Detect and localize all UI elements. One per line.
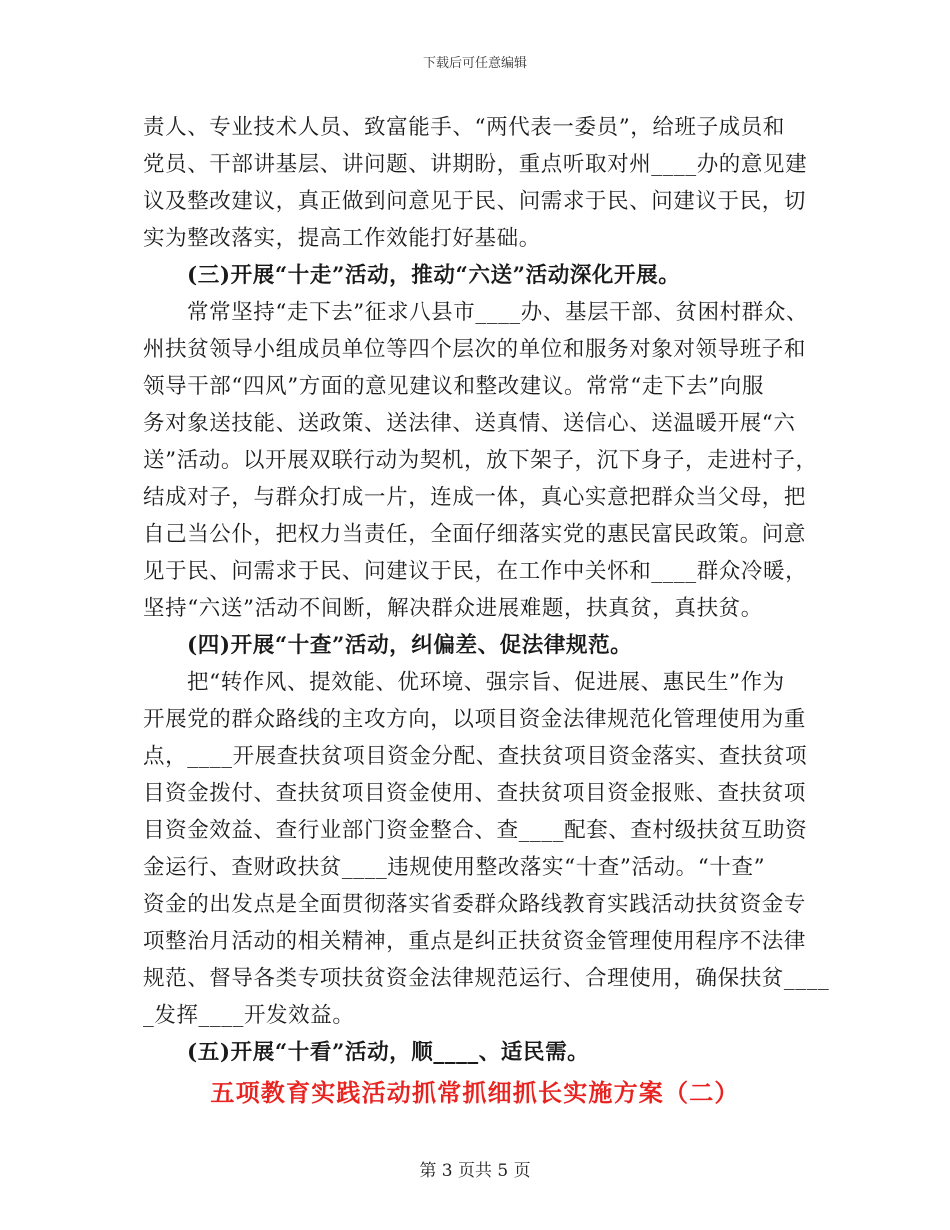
body-line: 自己当公仆，把权力当责任，全面仔细落实党的惠民富民政策。问意 [143, 522, 807, 547]
paragraph-start: 常常坚持“走下去”征求八县市____办、基层干部、贫困村群众、 [187, 300, 809, 325]
body-line: 责人、专业技术人员、致富能手、“两代表一委员”，给班子成员和 [143, 115, 785, 140]
body-line: 实为整改落实，提高工作效能打好基础。 [143, 226, 541, 251]
document-title: 五项教育实践活动抓常抓细抓长实施方案（二） [210, 1078, 740, 1107]
body-line: 结成对子，与群众打成一片，连成一体，真心实意把群众当父母，把 [143, 485, 807, 510]
body-line: 开展党的群众路线的主攻方向，以项目资金法律规范化管理使用为重 [143, 707, 807, 732]
body-line: 资金的出发点是全面贯彻落实省委群众路线教育实践活动扶贫资金专 [143, 892, 807, 917]
body-line: 见于民、问需求于民、问建议于民，在工作中关怀和____群众冷暖， [143, 559, 808, 584]
body-line: 目资金拨付、查扶贫项目资金使用、查扶贫项目资金报账、查扶贫项 [143, 781, 807, 806]
body-line: 点，____开展查扶贫项目资金分配、查扶贫项目资金落实、查扶贫项 [143, 744, 808, 769]
paragraph-start: 把“转作风、提效能、优环境、强宗旨、促进展、惠民生”作为 [187, 670, 785, 695]
section-heading-3: (三)开展“十走”活动，推动“六送”活动深化开展。 [187, 263, 681, 288]
body-line: _发挥____开发效益。 [143, 1003, 355, 1028]
body-line: 金运行、查财政扶贫____违规使用整改落实“十查”活动。“十查” [143, 855, 766, 880]
body-line: 领导干部“四风”方面的意见建议和整改建议。常常“走下去”向服 [143, 374, 764, 399]
body-line: 州扶贫领导小组成员单位等四个层次的单位和服务对象对领导班子和 [143, 337, 807, 362]
body-line: 目资金效益、查行业部门资金整合、查____配套、查村级扶贫互助资 [143, 818, 808, 843]
body-line: 项整治月活动的相关精神，重点是纠正扶贫资金管理使用程序不法律 [143, 929, 807, 954]
page-header: 下载后可任意编辑 [422, 56, 527, 71]
body-line: 党员、干部讲基层、讲问题、讲期盼，重点听取对州____办的意见建 [143, 152, 808, 177]
body-line: 送”活动。以开展双联行动为契机，放下架子，沉下身子，走进村子， [143, 448, 818, 473]
body-line: 议及整改建议，真正做到问意见于民、问需求于民、问建议于民，切 [143, 189, 807, 214]
body-line: 规范、督导各类专项扶贫资金法律规范运行、合理使用，确保扶贫____ [143, 966, 830, 991]
section-heading-4: (四)开展“十查”活动，纠偏差、促法律规范。 [187, 633, 633, 658]
body-line: 务对象送技能、送政策、送法律、送真情、送信心、送温暖开展“六 [143, 411, 796, 436]
body-line: 坚持“六送”活动不间断，解决群众进展难题，扶真贫，真扶贫。 [143, 596, 763, 621]
page-number: 第 3 页共 5 页 [419, 1161, 531, 1181]
section-heading-5: (五)开展“十看”活动，顺____、适民需。 [187, 1040, 590, 1065]
document-body [143, 109, 830, 1071]
